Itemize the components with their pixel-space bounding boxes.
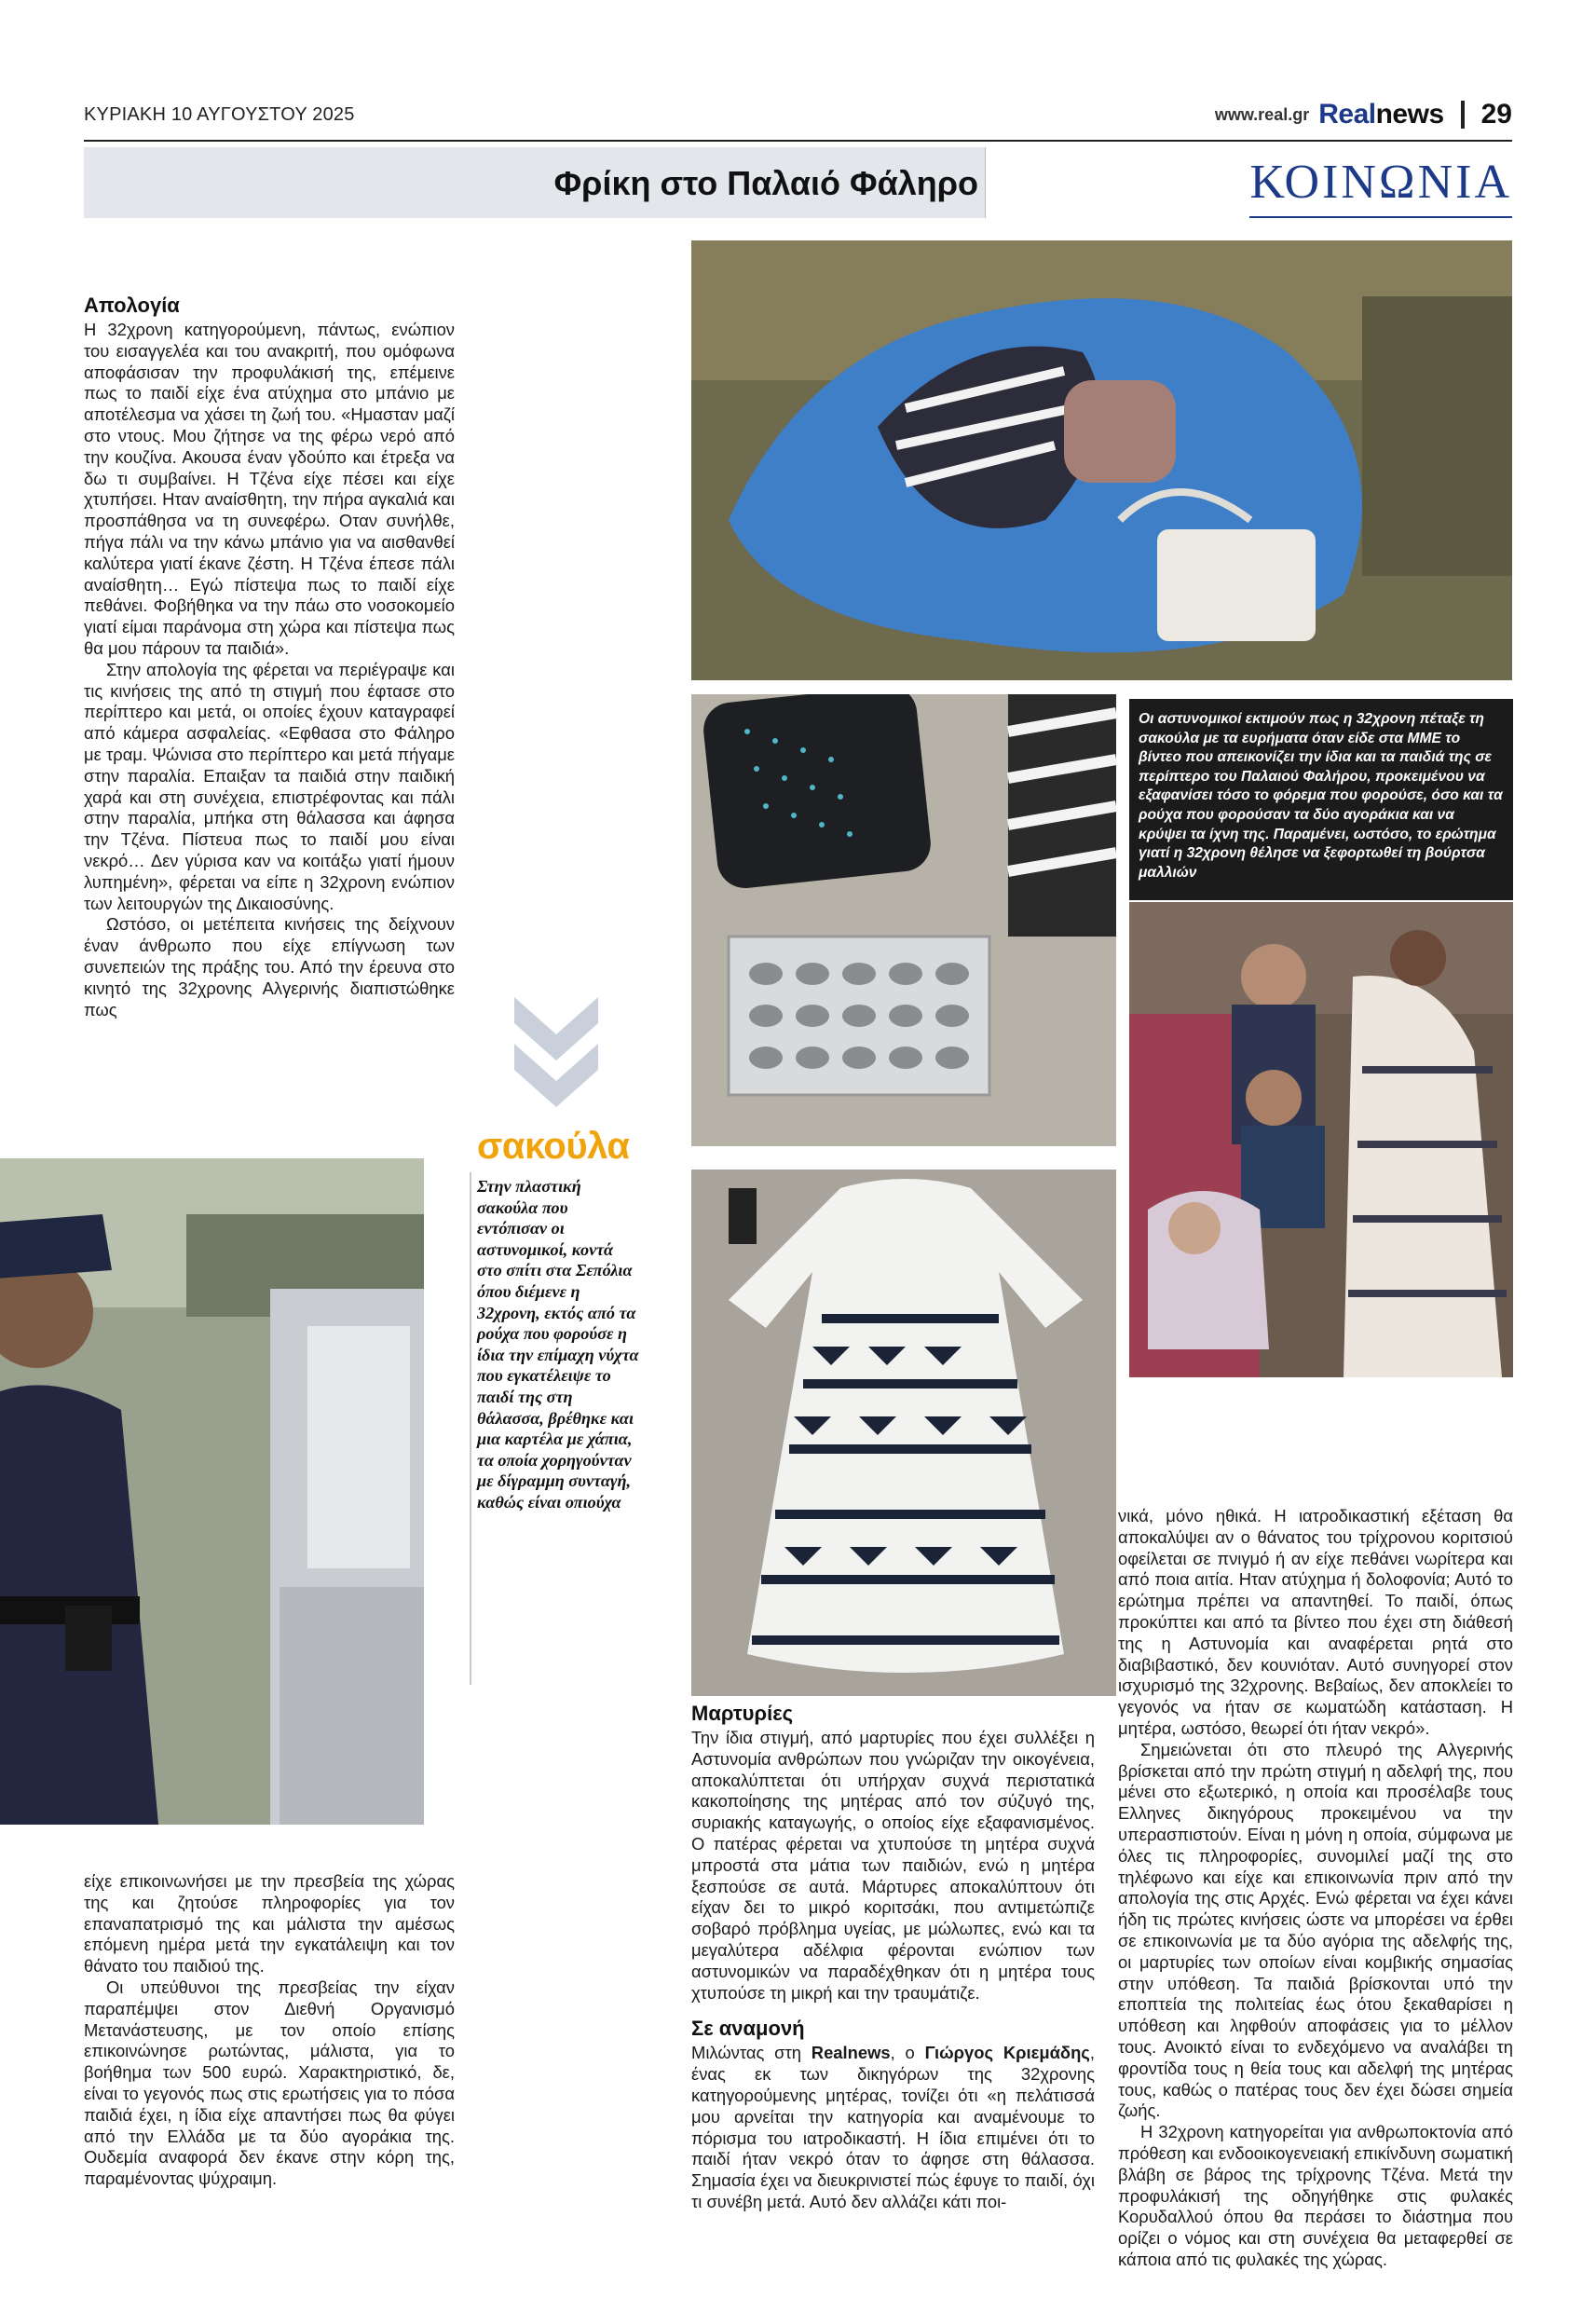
paragraph: νικά, μόνο ηθικά. Η ιατροδικαστική εξέταση θα αποκαλύψει αν ο θάνατος του τρίχρονου κοριτσιού οφείλεται σε πνιγμό ή αν είχε πεθάνει νωρίτερα και από ποια αιτία. Ηταν ατύχημα ή δολοφονία; Αυτό το ερώτημα πρέπει να απαντηθεί. Το παιδί, όπως προκύπτει και από τα βίντεο που έχει στη διάθεσή της η Αστυνομία και αναφέρεται ρητά στο διαβιβαστικό, δεν κουνιόταν. Αυτό συνηγορεί στον ισχυρισμό της 32χρονης. Βεβαίως, δεν αποκλείει το γεγονός να ήταν σε κωματώδη κατάσταση. Η μητέρα, ωστόσο, θεωρεί ότι ήταν νεκρό». <box>1118 1506 1513 1738</box>
masthead-separator <box>1461 101 1465 129</box>
subhead-waiting: Σε αναμονή <box>691 2017 805 2041</box>
issue-date: ΚΥΡΙΑΚΗ 10 ΑΥΓΟΥΣΤΟΥ 2025 <box>84 104 355 125</box>
dress-photo <box>691 1170 1116 1696</box>
brush-and-pills-photo <box>691 694 1116 1146</box>
chevron-down-icon <box>505 988 607 1109</box>
paragraph: Ωστόσο, οι μετέπειτα κινήσεις της δείχνουν έναν άνθρωπο που είχε επίγνωση των συνεπειών της πράξης του. Από την έρευνα στο κινητό της 32χρονης Αλγερινής διαπιστώθηκε πως <box>84 914 455 1019</box>
paragraph: Η 32χρονη κατηγορούμενη, πάντως, ενώπιον του εισαγγελέα και του ανακριτή, που ομόφωνα αποφάσισαν την προφυλάκισή της, επέμεινε πως το παιδί είχε ένα ατύχημα στο μπάνιο με αποτέλεσμα να χάσει τη ζωή του. «Ημασταν μαζί στο ντους. Μου ζήτησε να της φέρω νερό από την κουζίνα. Ακουσα έναν γδούπο και έτρεξα να δω τι συμβαίνει. Η Τζένα είχε πέσει και είχε χτυπήσει. Ηταν αναίσθητη, την πήρα αγκαλιά και προσπάθησα να τη συνεφέρω. Οταν συνήλθε, πήγα πάλι να την κάνω μπάνιο για να αισθανθεί καλύτερα γιατί έκανε ζέστη. Η Τζένα έπεσε πάλι αναίσθητη… Εγώ πίστεψα πως το παιδί είχε πεθάνει. Φοβήθηκα να την πάω στο νοσοκομείο γιατί είμαι παράνομα στη χώρα και πίστεψα πως θα μου πάρουν τα παιδιά». <box>84 320 455 658</box>
paragraph: Η 32χρονη κατηγορείται για ανθρωποκτονία από πρόθεση και ενδοοικογενειακή επικίνδυνη σωματική βλάβη σε βάρος της τρίχρονης Τζένα. Μετά την προφυλάκισή της οδηγήθηκε στις φυλακές Κορυδαλλού όπου θα περάσει το διάστημα που ορίζει ο νόμος και στη συνέχεια θα μεταφερθεί σε κάποια από τις φυλακές της χώρας. <box>1118 2122 1513 2269</box>
logo-news: news <box>1375 99 1444 130</box>
text-run: , ένας εκ των δικηγόρων της 32χρονης κατηγορούμενης μητέρας, τονίζει ότι «η πελάτισσά μου αρνείται την κατηγορία και αναμένουμε το πόρισμα του ιατροδικαστή. Η ίδια επιμένει ότι το παιδί ήταν νεκρό όταν το άφησε στη θάλασσα. Σημασία έχει να διευκρινιστεί πώς έφυγε το παιδί, όχι τι συνέβη μετά. Αυτό δεν αλλάζει κάτι ποι- <box>691 2043 1095 2211</box>
paragraph: είχε επικοινωνήσει με την πρεσβεία της χώρας της και ζητούσε πληροφορίες για τον επαναπατρισμό της και μάλιστα την αμέσως επόμενη ημέρα μετά την εγκατάλειψη και τον θάνατο του παιδιού της. <box>84 1871 455 1977</box>
subhead-apologia: Απολογία <box>84 294 180 317</box>
page-headline: Φρίκη στο Παλαιό Φάληρο <box>553 164 978 202</box>
page-number: 29 <box>1480 99 1512 130</box>
bag-evidence-photo <box>691 240 1512 680</box>
paragraph <box>691 2043 1095 2212</box>
column-continued <box>1118 1506 1513 2271</box>
column-embassy <box>84 1871 455 2190</box>
sidebar-title: σακούλα <box>477 1126 630 1167</box>
photo-caption: Οι αστυνομικοί εκτιμούν πως η 32χρονη πέταξε τη σακούλα με τα ευρήματα όταν είδε στα ΜΜΕ το βίντεο που απεικονίζει την ίδια και τα παιδιά της σε περίπτερο του Παλαιού Φαλήρου, προκειμένου να εξαφανίσει τόσο το φόρεμα που φορούσε, όσο και τα ρούχα που φορούσαν τα δύο αγοράκια και να κρύψει τα ίχνη της. Παραμένει, ωστόσο, το ερώτημα γιατί η 32χρονη θέλησε να ξεφορτωθεί τη βούρτσα μαλλιών <box>1129 699 1513 900</box>
sidebar-text: Στην πλαστική σακούλα που εντόπισαν οι αστυνομικοί, κοντά στο σπίτι στα Σεπόλια όπου διέμενε η 32χρονη, εκτός από τα ρούχα που φορούσε η ίδια την επίμαχη νύχτα που εγκατέλειψε το παιδί της στη θάλασσα, βρέθηκε και μια καρτέλα με χάπια, τα οποία χορηγούνταν με δίγραμμη συνταγή, καθώς είναι οπιούχα <box>477 1177 639 1512</box>
column-testimonies <box>691 1702 1095 2213</box>
paragraph: Την ίδια στιγμή, από μαρτυρίες που έχει συλλέξει η Αστυνομία ανθρώπων που γνώριζαν την οικογένεια, αποκαλύπτεται ότι υπήρχαν συχνά περιστατικά κακοποίησης της μητέρας από τον σύζυγό της, συριακής καταγωγής, ο οποίος είχε εξαφανισμένος. Ο πατέρας φέρεται να χτυπούσε τη μητέρα συχνά μπροστά στα μάτια των παιδιών, ενώ η μητέρα ξεσπούσε σε αυτά. Μάρτυρες αποκαλύπτουν ότι είχαν δει το μικρό κοριτσάκι, που αντιμετώπιζε σοβαρό πρόβλημα υγείας, με μώλωπες, ενώ και τα μεγαλύτερα αδέλφια φέρονται ενώπιον των αστυνομικών να παραδέχθηκαν ότι η μητέρα τους χτυπούσε τη μικρή και την τραυμάτιζε. <box>691 1728 1095 2003</box>
paragraph: Σημειώνεται ότι στο πλευρό της Αλγερινής βρίσκεται από την πρώτη στιγμή η αδελφή της, που μένει στο εξωτερικό, η οποία και προσέλαβε τους Ελληνες δικηγόρους προκειμένου να την υπερασπιστούν. Είναι η μόνη η οποία, σύμφωνα με όλες τις πληροφορίες, συνομιλεί μαζί της στο τηλέφωνο και είχε και επικοινωνία πριν από την απολογία της στις Αρχές. Ενώ φέρεται να έχει κάνει ήδη τις πρώτες κινήσεις ώστε να μπορέσει να έρθει σε επικοινωνία με τα δύο αγόρια της αδελφής της, οι μαρτυρίες των οποίων είναι κομβικής σημασίας στην υπόθεση. Τα παιδιά βρίσκονται υπό την εποπτεία της πολιτείας έως ότου ξεκαθαρίσει η υπόθεση και ληφθούν αποφάσεις για το μέλλον τους. Ανοικτό είναι το ενδεχόμενο να αναλάβει τη φροντίδα τους η θεία τους και αδελφή της μητέρας τους, καθώς ο πατέρας τους δεν έχει δώσει σημεία ζωής. <box>1118 1739 1513 2121</box>
section-title: ΚΟΙΝΩΝΙΑ <box>1249 156 1512 209</box>
masthead-brand <box>1215 99 1512 130</box>
subhead-testimonies: Μαρτυρίες <box>691 1702 794 1725</box>
text-run: Μιλώντας στη <box>691 2043 812 2063</box>
text-run: , ο <box>890 2043 925 2063</box>
bold-run: Γιώργος Κριεμάδης <box>924 2043 1090 2063</box>
logo-real: Real <box>1318 99 1376 130</box>
site-url[interactable]: www.real.gr <box>1214 104 1310 124</box>
cctv-photo <box>1129 902 1513 1377</box>
sidebar-divider <box>470 1172 471 1685</box>
section-rule <box>1249 216 1512 218</box>
header-rule <box>84 140 1512 142</box>
paragraph: Στην απολογία της φέρεται να περιέγραψε και τις κινήσεις της από τη στιγμή που έφτασε στο περίπτερο και μετά, οι οποίες έχουν καταγραφεί από κάμερα ασφαλείας. «Εφθασα στο Φάληρο με τραμ. Ψώνισα στο περίπτερο και μετά πήγαμε στην παραλία. Επαιξαν τα παιδιά στην παιδική χαρά και στη συνέχεια, επιστρέφοντας και πάλι στην παραλία, μπήκα στη θάλασσα και άφησα την Τζένα. Πίστευα πως το παιδί μου είναι νεκρό… Δεν γύρισα καν να κοιτάξω γιατί ήμουν λυπημένη», φέρεται να είπε η 32χρονη ενώπιον των λειτουργών της Δικαιοσύνης. <box>84 659 455 913</box>
column-apologia <box>84 294 455 1020</box>
bold-run: Realnews <box>811 2043 891 2063</box>
paragraph: Οι υπεύθυνοι της πρεσβείας την είχαν παραπέμψει στον Διεθνή Οργανισμό Μετανάστευσης, με τον οποίο επίσης επικοινώνησε ρωτώντας, μάλιστα, για το βοήθημα των 500 ευρώ. Χαρακτηριστικό, δε, είναι το γεγονός πως στις ερωτήσεις για το πόσα παιδιά έχει, η ίδια είχε απαντήσει πως θα φύγει από την Ελλάδα με τα δύο αγοράκια της. Ουδεμία αναφορά δεν έκανε στην κόρη της, παραμένοντας ψύχραιμη. <box>84 1977 455 2189</box>
police-officer-photo <box>0 1158 424 1825</box>
realnews-logo <box>1318 99 1443 130</box>
